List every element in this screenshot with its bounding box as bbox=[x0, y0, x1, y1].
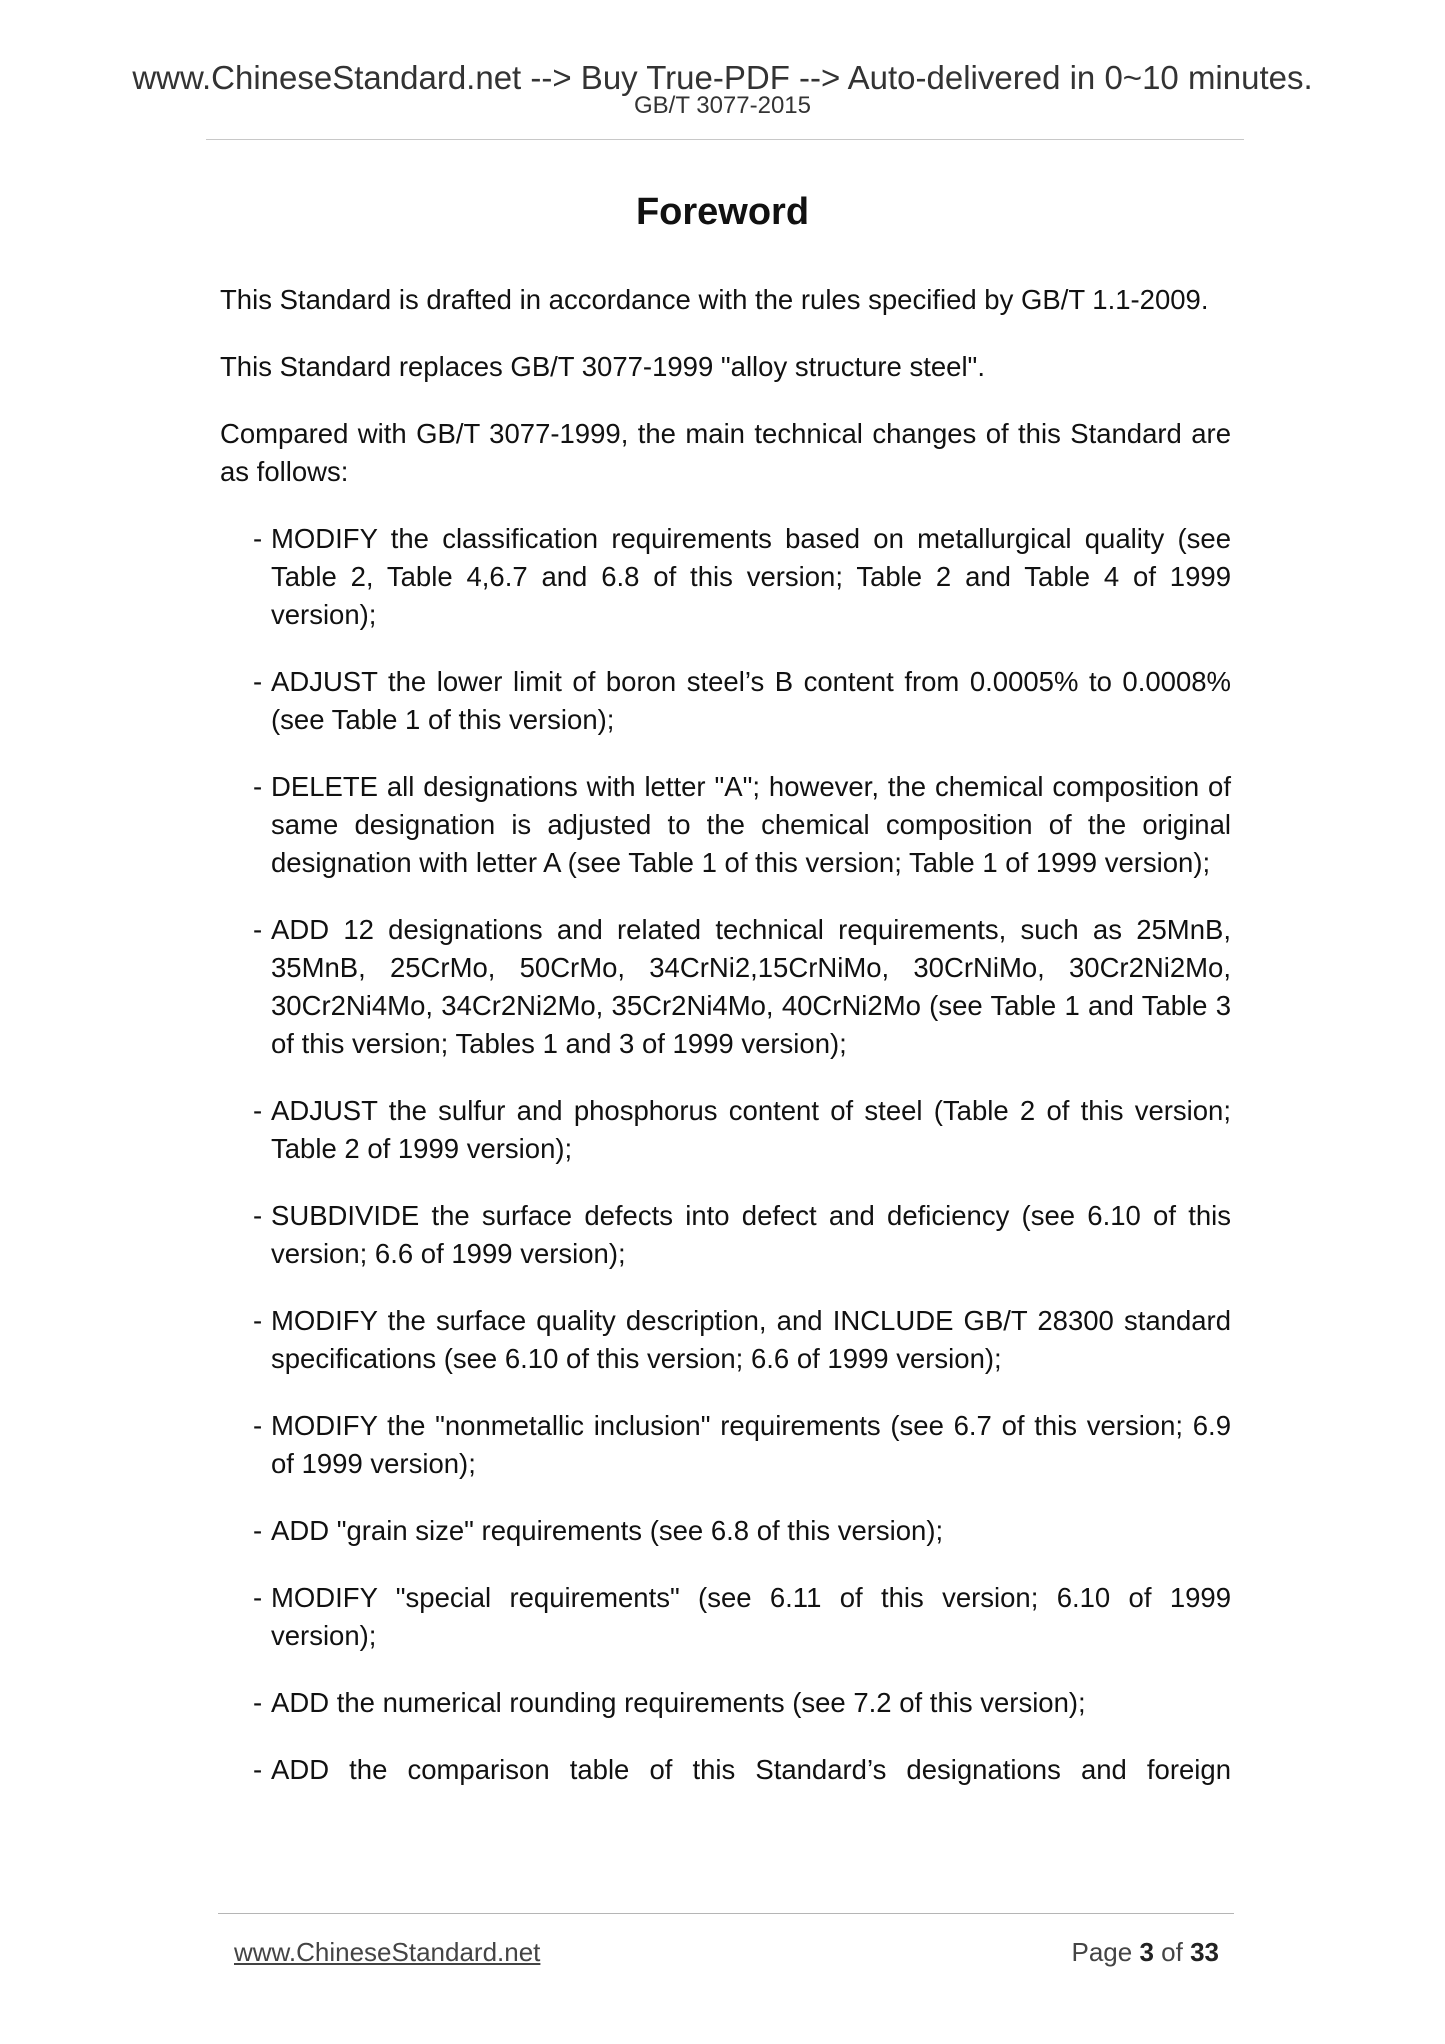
list-item bbox=[220, 1092, 1231, 1168]
bullet-dash: - bbox=[253, 1687, 263, 1718]
footer-divider bbox=[218, 1913, 1234, 1914]
list-item-text: ADD the numerical rounding requirements (see 7.2 of this version); bbox=[271, 1687, 1086, 1718]
paragraph-changes-intro: Compared with GB/T 3077-1999, the main technical changes of this Standard are as follows: bbox=[220, 418, 1231, 487]
list-item bbox=[220, 911, 1231, 1063]
page-of-label: of bbox=[1161, 1937, 1183, 1967]
list-item-text: ADJUST the sulfur and phosphorus content of steel (Table 2 of this version; Table 2 of 1999 version); bbox=[271, 1095, 1231, 1164]
bullet-dash: - bbox=[253, 914, 263, 945]
page-label: Page bbox=[1071, 1937, 1133, 1967]
list-item-text: MODIFY the surface quality description, and INCLUDE GB/T 28300 standard specifications (see 6.10 of this version; 6.6 of 1999 version); bbox=[271, 1305, 1231, 1374]
header-divider bbox=[206, 139, 1244, 140]
header-banner: www.ChineseStandard.net --> Buy True-PDF --> Auto-delivered in 0~10 minutes. bbox=[132, 59, 1313, 96]
list-item bbox=[220, 1751, 1231, 1789]
bullet-dash: - bbox=[253, 523, 263, 554]
bullet-dash: - bbox=[253, 1410, 263, 1441]
changes-list bbox=[220, 520, 1231, 1789]
bullet-dash: - bbox=[253, 1095, 263, 1126]
footer-website-link[interactable]: www.ChineseStandard.net bbox=[234, 1937, 541, 1967]
standard-number: GB/T 3077-2015 bbox=[633, 92, 811, 119]
list-item bbox=[220, 1407, 1231, 1483]
bullet-dash: - bbox=[253, 1754, 263, 1785]
list-item bbox=[220, 768, 1231, 882]
bullet-dash: - bbox=[253, 666, 263, 697]
bullet-dash: - bbox=[253, 771, 263, 802]
page-current: 3 bbox=[1139, 1937, 1154, 1967]
list-item-text: SUBDIVIDE the surface defects into defect and deficiency (see 6.10 of this version; 6.6 of 1999 version); bbox=[271, 1200, 1231, 1269]
list-item-text: ADD "grain size" requirements (see 6.8 of this version); bbox=[271, 1515, 944, 1546]
list-item-text: MODIFY "special requirements" (see 6.11 of this version; 6.10 of 1999 version); bbox=[271, 1582, 1231, 1651]
bullet-dash: - bbox=[253, 1515, 263, 1546]
list-item bbox=[220, 1684, 1231, 1722]
list-item-text: ADD 12 designations and related technical requirements, such as 25MnB, 35MnB, 25CrMo, 50CrMo, 34CrNi2,15CrNiMo, 30CrNiMo, 30Cr2Ni2Mo, 30Cr2Ni4Mo, 34Cr2Ni2Mo, 35Cr2Ni4Mo, 40CrNi2Mo (see Table 1 and Table 3 of this version; Tables 1 and 3 of 1999 version); bbox=[271, 914, 1231, 1059]
list-item bbox=[220, 663, 1231, 739]
list-item-text: MODIFY the classification requirements based on metallurgical quality (see Table 2, Table 4,6.7 and 6.8 of this version; Table 2 and Table 4 of 1999 version); bbox=[271, 523, 1231, 630]
paragraph-replaces: This Standard replaces GB/T 3077-1999 "alloy structure steel". bbox=[220, 351, 985, 382]
page-total: 33 bbox=[1190, 1937, 1219, 1967]
bullet-dash: - bbox=[253, 1305, 263, 1336]
list-item-text: DELETE all designations with letter "A"; however, the chemical composition of same designation is adjusted to the chemical composition of the original designation with letter A (see Table 1 of this version; Table 1 of 1999 version); bbox=[271, 771, 1231, 878]
list-item bbox=[220, 1302, 1231, 1378]
paragraph-drafting-rules: This Standard is drafted in accordance with the rules specified by GB/T 1.1-2009. bbox=[220, 284, 1209, 315]
list-item-text: ADJUST the lower limit of boron steel’s B content from 0.0005% to 0.0008% (see Table 1 of this version); bbox=[271, 666, 1231, 735]
bullet-dash: - bbox=[253, 1582, 263, 1613]
list-item-text: MODIFY the "nonmetallic inclusion" requirements (see 6.7 of this version; 6.9 of 1999 version); bbox=[271, 1410, 1231, 1479]
bullet-dash: - bbox=[253, 1200, 263, 1231]
list-item bbox=[220, 520, 1231, 634]
page-title: Foreword bbox=[635, 191, 810, 233]
document-body bbox=[220, 281, 1231, 1818]
page-number bbox=[1071, 1936, 1219, 1968]
list-item bbox=[220, 1579, 1231, 1655]
list-item-text: ADD the comparison table of this Standard’s designations and foreign bbox=[271, 1754, 1231, 1785]
list-item bbox=[220, 1197, 1231, 1273]
list-item bbox=[220, 1512, 1231, 1550]
